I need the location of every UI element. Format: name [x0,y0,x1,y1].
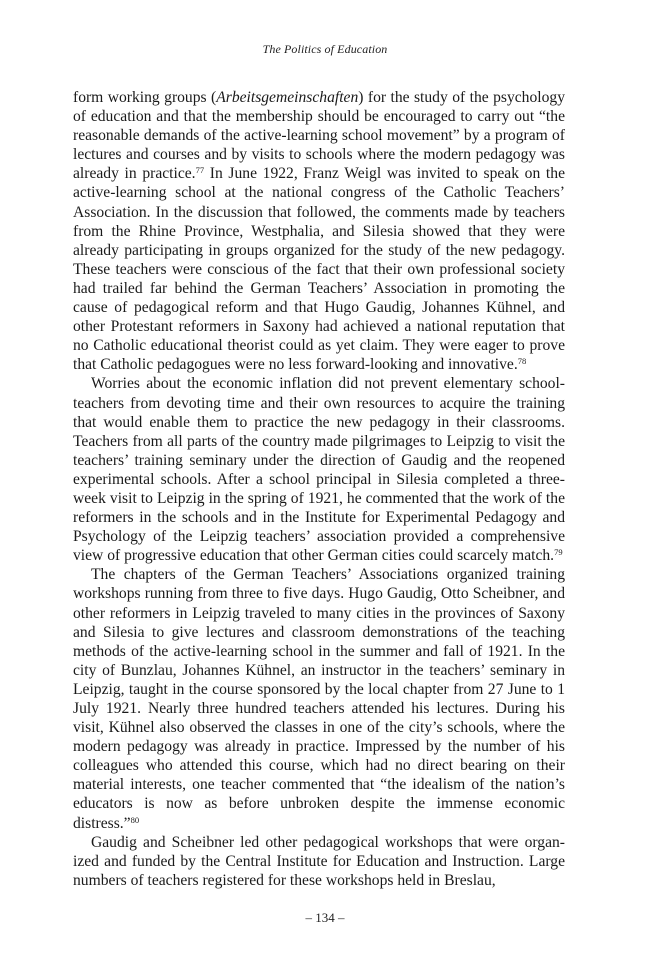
footnote-reference: 78 [517,356,527,367]
footnote-reference: 79 [554,547,563,558]
footnote-reference: 80 [130,814,140,825]
text-run: Gaudig and Scheibner led other pedagogical workshops that were organized and funded by the Central Institute for Education and Instruction. Large numbers of teachers registered for these workshops held in Breslau, [73,833,565,889]
footnote-reference: 77 [195,165,205,176]
text-run: Worries about the economic inflation did not prevent elementary schoolteachers from devoting time and their own resources to acquire the training that would enable them to practice the new pedagogy in their classrooms. Teachers from all parts of the country made pilgrimages to Leipzig to visit the teachers’ training seminary under the direction of Gaudig and the reopened experimental schools. After a school principal in Silesia completed a three-week visit to Leipzig in the spring of 1921, he commented that the work of the reformers in the schools and in the Institute for Experimental Pedagogy and Psychology of the Leipzig teachers’ association provided a comprehensive view of progressive education that other German cities could scarcely match. [73,375,565,565]
text-run: In June 1922, Franz Weigl was invited to speak on the active-learning school at the national congress of the Catholic Teachers’ Association. In the discussion that followed, the comments made by teachers from the Rhine Province, Westphalia, and Silesia showed that they were already participating in groups organized for the study of the new pedagogy. These teachers were conscious of the fact that their own professional society had trailed far behind the German Teachers’ Association in promoting the cause of pedagogical reform and that Hugo Gaudig, Johannes Kühnel, and other Protestant reformers in Saxony had achieved a national reputation that no Catholic educational theorist could as yet claim. They were eager to prove that Catholic pedagogues were no less forward-looking and innovative. [73,165,565,374]
paragraph [73,833,565,890]
text-run: form working groups ( [73,89,217,106]
paragraph [73,374,565,565]
italic-term: Arbeitsgemeinschaften [216,89,359,106]
page-number: – 134 – [305,910,345,925]
text-run: The chapters of the German Teachers’ Associations organized training workshops running from three to five days. Hugo Gaudig, Otto Scheibner, and other reformers in Leipzig traveled to many cities in the provinces of Saxony and Silesia to give lectures and classroom demonstrations of the teaching methods of the active-learning school in the summer and fall of 1921. In the city of Bunzlau, Johannes Kühnel, an instructor in the teachers’ seminary in Leipzig, taught in the course sponsored by the local chapter from 27 June to 1 July 1921. Nearly three hundred teachers attended his lectures. During his visit, Kühnel also observed the classes in one of the city’s schools, where the modern pedagogy was already in practice. Impressed by the number of his colleagues who attended this course, which had no direct bearing on their material interests, one teacher commented that “the idealism of the nation’s educators is now as before unbroken despite the immense economic distress.” [73,566,565,832]
running-head: The Politics of Education [262,42,388,56]
body-text [73,88,565,890]
paragraph [73,565,565,832]
text-run: ) for the study of the psychology of education and that the membership should be encouraged to carry out “the reasonable demands of the active-learning school movement” by a program of lectures and courses and by visits to schools where the modern pedagogy was already in practice. [73,89,565,183]
paragraph [73,88,565,374]
